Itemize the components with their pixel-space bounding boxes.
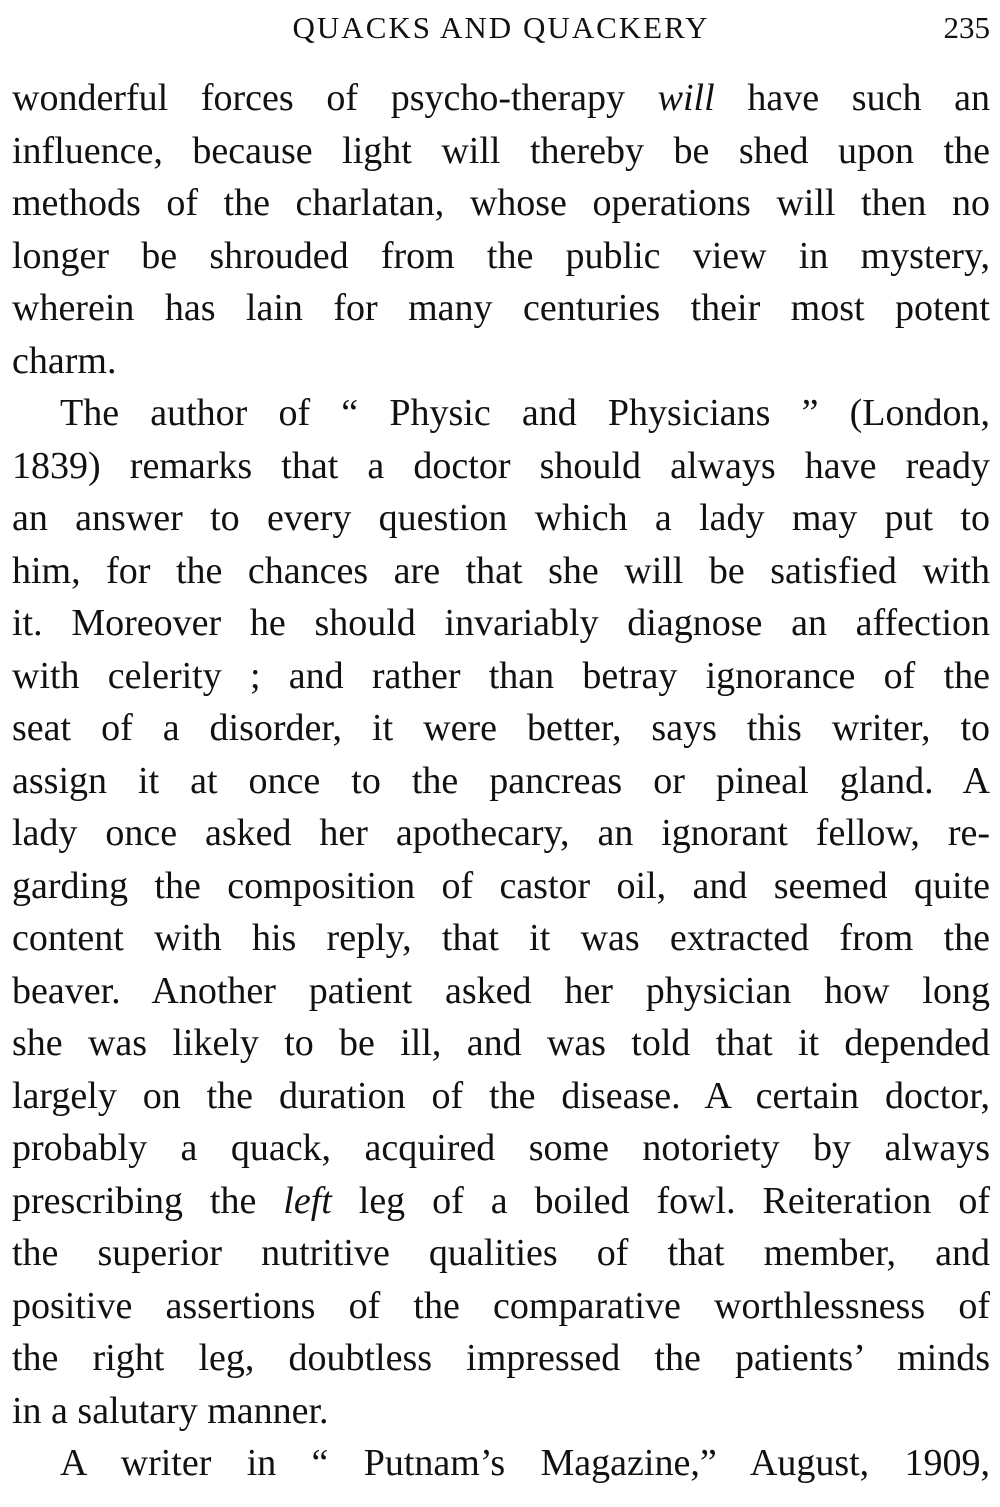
text-line: 1839) remarks that a doctor should always have ready bbox=[12, 444, 990, 487]
emphasis-left: left bbox=[283, 1179, 332, 1222]
paragraph-2 bbox=[12, 387, 990, 1437]
text-line: lady once asked her apothecary, an ignorant fellow, re- bbox=[12, 812, 990, 854]
text-line: positive assertions of the comparative worthlessness of bbox=[12, 1284, 990, 1327]
text-line: A writer in “ Putnam’s Magazine,” August, 1909, bbox=[60, 1442, 990, 1484]
text-line: wonderful forces of psycho-therapy will have such an bbox=[12, 77, 990, 119]
page-number: 235 bbox=[943, 10, 990, 45]
text-line: she was likely to be ill, and was told that it depended bbox=[12, 1022, 990, 1064]
text-line: influence, because light will thereby be shed upon the bbox=[12, 129, 990, 172]
text-line: garding the composition of castor oil, and seemed quite bbox=[12, 864, 990, 907]
text-line: probably a quack, acquired some notoriety by always bbox=[12, 1127, 990, 1169]
text-line: with celerity ; and rather than betray ignorance of the bbox=[12, 654, 990, 697]
text-line: in a salutary manner. bbox=[12, 1389, 329, 1432]
paragraph-1 bbox=[12, 72, 990, 387]
running-title: QUACKS AND QUACKERY bbox=[292, 10, 710, 45]
text-line: beaver. Another patient asked her physician how long bbox=[12, 969, 990, 1012]
text-line: the superior nutritive qualities of that member, and bbox=[12, 1232, 990, 1274]
text-line: charm. bbox=[12, 339, 117, 382]
text-line: him, for the chances are that she will be satisfied with bbox=[12, 549, 990, 592]
text-line: content with his reply, that it was extracted from the bbox=[12, 917, 990, 959]
body-text bbox=[12, 72, 990, 1490]
text-line: seat of a disorder, it were better, says this writer, to bbox=[12, 707, 990, 749]
running-head bbox=[12, 6, 990, 50]
text-line: methods of the charlatan, whose operations will then no bbox=[12, 182, 990, 224]
text-line: prescribing the left leg of a boiled fowl. Reiteration of bbox=[12, 1179, 990, 1222]
text-line: largely on the duration of the disease. A certain doctor, bbox=[12, 1074, 990, 1117]
emphasis-will: will bbox=[657, 77, 715, 119]
text-line: assign it at once to the pancreas or pineal gland. A bbox=[12, 759, 990, 802]
text-line: an answer to every question which a lady may put to bbox=[12, 497, 990, 539]
text-line: wherein has lain for many centuries their most potent bbox=[12, 287, 990, 329]
text-line: the right leg, doubtless impressed the patients’ minds bbox=[12, 1337, 990, 1379]
paragraph-3 bbox=[12, 1437, 990, 1490]
text-line: it. Moreover he should invariably diagnose an affection bbox=[12, 602, 990, 644]
text-line: longer be shrouded from the public view in mystery, bbox=[12, 234, 990, 277]
text-line: The author of “ Physic and Physicians ” (London, bbox=[60, 392, 990, 434]
